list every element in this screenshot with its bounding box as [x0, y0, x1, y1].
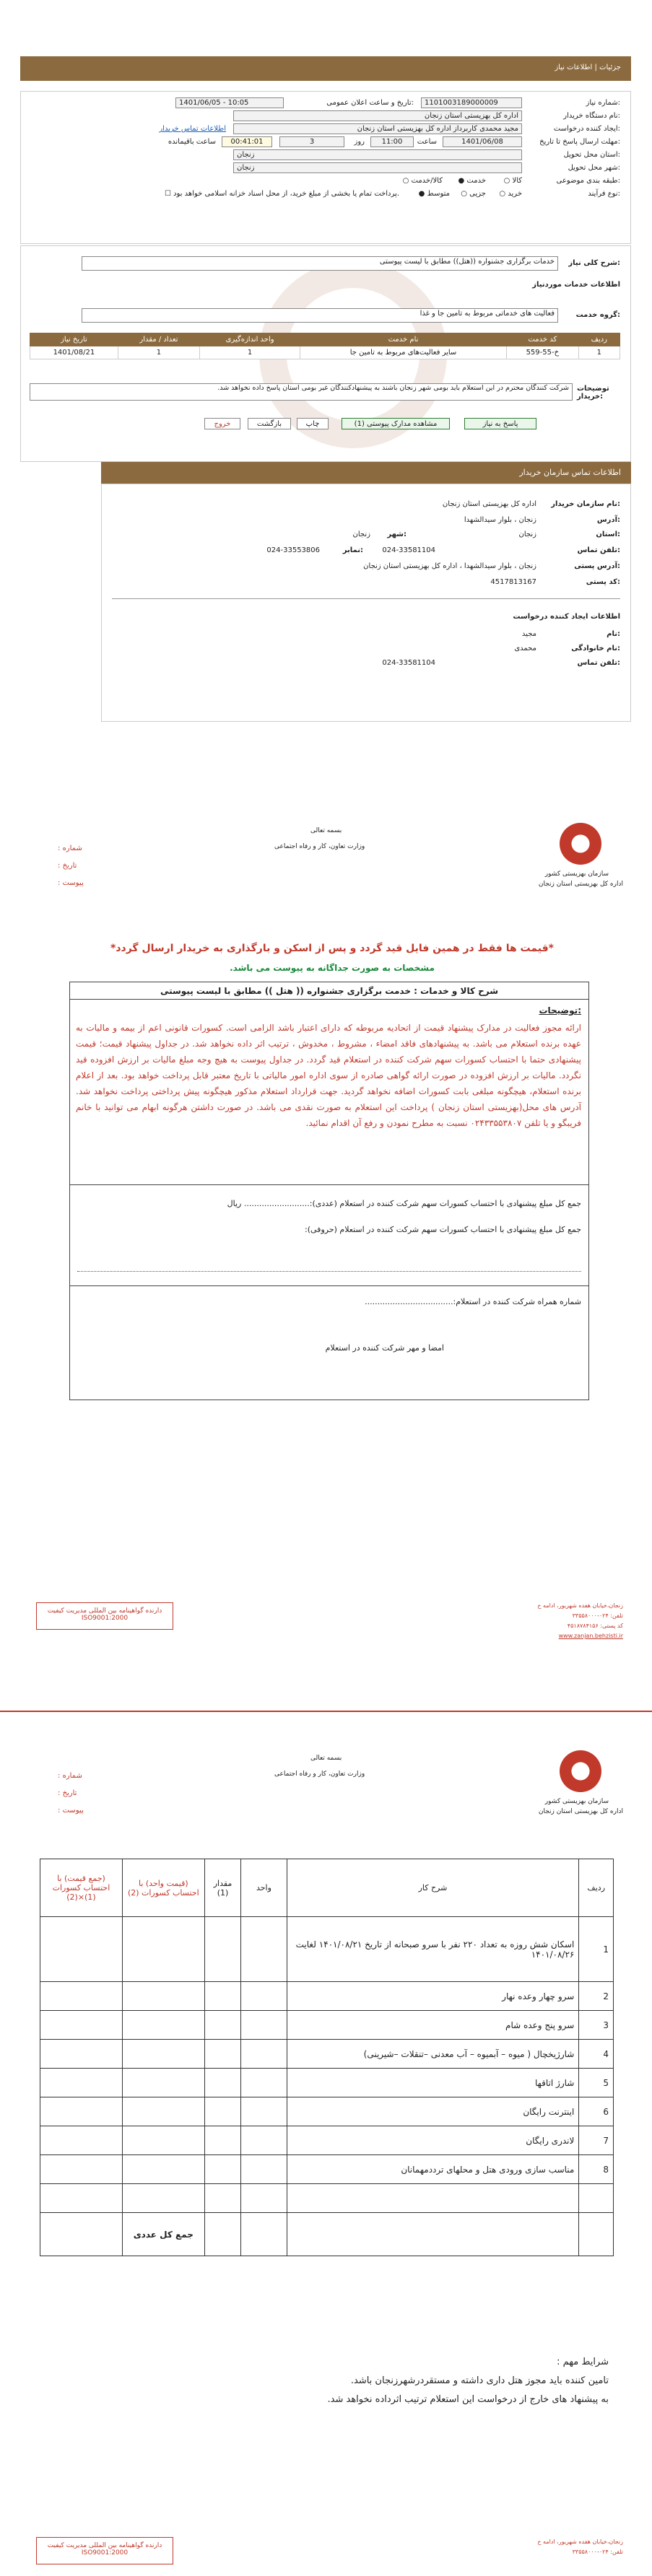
service-group-field: فعالیت های خدماتی مربوط به تامین جا و غذا: [82, 308, 558, 323]
buy-type-option-motavaset[interactable]: ● متوسط: [418, 190, 450, 198]
col-code: کد خدمت: [507, 333, 579, 346]
sum-numeric: جمع کل مبلغ پیشنهادی با احتساب کسورات سهم شرکت کننده در استعلام (عددی):.......................... ریال: [227, 1199, 581, 1208]
contact-buyer-label: نام سازمان خریدار:: [551, 500, 620, 508]
payment-checkbox[interactable]: ☐ پرداخت تمام یا بخشی از مبلغ خرید، از محل اسناد خزانه اسلامی خواهد بود.: [164, 190, 399, 198]
days-label: روز: [354, 138, 365, 146]
creator-phone-value: 024-33581104: [382, 659, 435, 667]
ref-date: : تاریخ: [58, 1789, 77, 1797]
price-form-box: [69, 982, 589, 1400]
buyer-notes-field: شرکت کنندگان محترم در این استعلام باید بومی شهر زنجان باشند به پیشنهادکنندگان غیر بومی استان پاسخ داده نخواهد شد.: [30, 383, 573, 401]
deadline-hour-field: 11:00: [370, 136, 414, 147]
footer-address-line: کد پستی: ۴۵۱۸۷۸۴۱۵۶: [567, 1623, 623, 1629]
ref-number: : شماره: [58, 1772, 82, 1780]
attachments-button[interactable]: مشاهده مدارک پیوستی (1): [342, 418, 450, 429]
notes-body: ارائه مجوز فعالیت در مدارک پیشنهاد قیمت از اتحادیه مربوطه که دارای اعتبار باشد الزامی است. کسورات قانونی اعم از بیمه و مالیات به عهده برنده استعلام می باشد. به پیشنهادهای فاقد امضاء ، مشروط ، مخدوش ، ترتیب اثر داده نخواهد شد. در جداول پیشنهاد قیمت؛ قیمت پیشنهادی حتما با احتساب کسورات سهم شرکت کننده در استعلام قید گردد. در جداول پیوست به هیچ وجه مبلغ مالیات بر ارزش افزوده قید نگردد. مالیات بر ارزش افزوده در صورت ارائه گواهی صادره از سوی اداره امور مالیاتی با تاریخ معتبر قابل پرداخت خواهد بود. بعد از اعلام برنده استعلام، هیچگونه مبلغی بابت کسورات اضافه نخواهد گردید. جهت قرارداد استعلام مذکور هیچگونه پیش پرداختی پرداخت نخواهد شد. آدرس های محل(بهزیستی استان زنجان ) پرداخت این استعلام به صورت نقدی می باشد. در صورت داشتن هرگونه ابهام می توانید با خانم فریبگو و یا تلفن ۰۲۴۳۳۵۵۳۸۰۷ نسبت به مطرح نمودن و رفع آن اقدام نمائید.: [76, 1023, 581, 1128]
summary-label: شرح کلی نیاز:: [568, 259, 620, 267]
footer-address: [457, 1601, 623, 1641]
col-unit-price: (قیمت واحد) با احتساب کسورات (2): [122, 1859, 204, 1917]
creator-label: ایجاد کننده درخواست:: [553, 125, 620, 133]
iso-stamp-line2: ISO9001:2000: [81, 2549, 129, 2557]
footer-address-line: زنجان،خیابان هفده شهریور، ادامه خ: [537, 1602, 623, 1609]
total-row: [40, 2213, 614, 2256]
red-title: *قیمت ها فقط در همین فایل قید گردد و پس از اسکن و بارگذاری به خریدار ارسال گردد*: [110, 943, 554, 954]
contact-city-value: زنجان: [352, 531, 370, 538]
iso-stamp-line1: دارنده گواهینامه بین المللی مدیریت کیفیت: [47, 2542, 162, 2549]
green-sub: مشخصات به صورت جداگانه به پیوست می باشد.: [230, 963, 435, 973]
service-group-label: گروه خدمت:: [575, 311, 620, 319]
col-row: ردیف: [578, 333, 620, 346]
col-description: شرح کار: [287, 1859, 579, 1917]
dotted-line: [77, 1271, 581, 1272]
price-table: [40, 1859, 614, 2256]
iso-stamp: [36, 1602, 173, 1630]
table-row: 1 اسکان شش روزه به تعداد ۲۲۰ نفر با سرو صبحانه از تاریخ ۱۴۰۱/۰۸/۲۱ لغایت ۱۴۰۱/۰۸/۲۶: [40, 1917, 614, 1982]
creator-family-value: محمدی: [514, 645, 536, 652]
account-number: شماره همراه شرکت کننده در استعلام:...................................: [365, 1297, 581, 1306]
creator-header: اطلاعات ایجاد کننده درخواست: [513, 613, 620, 621]
page-separator: [0, 1711, 652, 1712]
sum-words: جمع کل مبلغ پیشنهادی با احتساب کسورات سهم شرکت کننده در استعلام (حروفی):: [305, 1225, 581, 1234]
contact-address-value: زنجان ، بلوار سیدالشهدا: [464, 516, 536, 524]
category-option-khedmat[interactable]: ● خدمت: [458, 177, 486, 185]
condition-1: تامین کننده باید مجوز هتل داری داشته و مستقردرشهرزنجان باشد.: [350, 2375, 609, 2386]
col-total-price: (جمع قیمت) با احتساب کسورات (1)×(2): [40, 1859, 123, 1917]
table-row: 5 شارژ اتاقها: [40, 2069, 614, 2097]
footer-address-line: تلفن: ۰۲۴-۳۳۵۵۸۰۰۰: [572, 2549, 623, 2555]
conditions-title: شرایط مهم :: [557, 2357, 609, 2367]
creator-name-value: مجید: [521, 630, 536, 638]
contact-postal-addr-value: زنجان ، بلوار سیدالشهدا ، اداره کل بهزیستی استان زنجان: [363, 562, 536, 570]
announce-field: 1401/06/05 - 10:05: [175, 97, 284, 108]
contact-phone-value: 024-33581104: [382, 546, 435, 554]
iso-stamp-line2: ISO9001:2000: [81, 1615, 129, 1622]
buyer-label: نام دستگاه خریدار:: [563, 112, 620, 120]
ref-date: : تاریخ: [58, 862, 77, 870]
table-row: 3 سرو پنج وعده شام: [40, 2011, 614, 2040]
footer-website[interactable]: www.zanjan.behzisti.ir: [558, 1633, 623, 1639]
services-header: اطلاعات خدمات موردنیاز: [532, 281, 620, 289]
creator-phone-label: تلفن تماس:: [577, 659, 620, 667]
org-name: سازمان بهزیستی کشور: [544, 870, 609, 878]
table-row: 6 اینترنت رایگان: [40, 2097, 614, 2126]
reply-button[interactable]: پاسخ به نیاز: [464, 418, 536, 429]
contact-postal-code-label: کد پستی:: [586, 578, 620, 586]
org-sub: اداره کل بهزیستی استان زنجان: [538, 1808, 623, 1815]
category-option-kala[interactable]: ○ کالا: [503, 177, 522, 185]
table-row: 8 مناسب سازی ورودی هتل و محلهای ترددمهمانان: [40, 2155, 614, 2184]
need-summary-section: [20, 245, 631, 462]
ref-attach: : پیوست: [58, 1807, 84, 1815]
table-row: 7 لاندری رایگان: [40, 2126, 614, 2155]
need-info-panel: [20, 91, 631, 244]
contact-phone-label: تلفن تماس:: [577, 546, 620, 554]
contact-address-label: آدرس:: [596, 516, 620, 524]
contact-postal-code-value: 4517813167: [490, 578, 536, 586]
remaining-field: 00:41:01: [222, 136, 272, 147]
footer-address-line: زنجان،خیابان هفده شهریور، ادامه خ: [537, 2538, 623, 2545]
deadline-date-field: 1401/06/08: [443, 136, 522, 147]
letter-page-1: [0, 801, 652, 1718]
table-row: 1 خ-55-559 سایر فعالیت‌های مربوط به تامین جا 1 1 1401/08/21: [30, 346, 620, 359]
contact-city-label: شهر:: [387, 531, 407, 538]
announce-label: تاریخ و ساعت اعلان عمومی:: [326, 99, 414, 107]
breadcrumb: جزئیات | اطلاعات نیاز: [555, 64, 621, 71]
summary-field: خدمات برگزاری جشنواره ((هتل)) مطابق با لیست پیوستی: [82, 256, 558, 271]
exit-button[interactable]: خروج: [204, 418, 240, 429]
divider: [112, 598, 620, 599]
col-unit: واحد اندازه‌گیری: [200, 333, 300, 346]
contact-province-label: استان:: [596, 531, 620, 538]
contact-fax-label: نمابر:: [342, 546, 363, 554]
ministry: وزارت تعاون، کار و رفاه اجتماعی: [274, 1771, 365, 1778]
province-label: استان محل تحویل:: [563, 151, 620, 159]
footer-address-line: تلفن: ۰۲۴-۳۳۵۵۸۰۰۰: [572, 1612, 623, 1619]
province-field: زنجان: [233, 149, 522, 160]
contact-fax-value: 024-33553806: [266, 546, 320, 554]
category-label: طبقه بندی موضوعی:: [556, 177, 620, 185]
buy-type-option-kharid[interactable]: ○ خرید: [499, 190, 522, 198]
services-table: [30, 333, 620, 359]
col-radif: ردیف: [579, 1859, 614, 1917]
remaining-label: ساعت باقیمانده: [168, 138, 216, 146]
divider: [70, 1184, 588, 1185]
creator-field: مجید محمدی کاربرداز اداره کل بهزیستی استان زنجان: [233, 123, 522, 134]
table-row: [40, 2184, 614, 2213]
contact-postal-addr-label: آدرس پستی:: [574, 562, 620, 570]
behzisti-logo: [560, 823, 601, 865]
iso-stamp: [36, 2537, 173, 2564]
behzisti-logo: [560, 1750, 601, 1792]
days-field: 3: [279, 136, 344, 147]
contact-body: [101, 484, 631, 722]
contact-buyer-value: اداره کل بهزیستی استان زنجان: [442, 500, 536, 508]
back-button[interactable]: بازگشت: [248, 418, 291, 429]
col-date: تاریخ نیاز: [30, 333, 118, 346]
signature-label: امضا و مهر شرکت کننده در استعلام: [325, 1343, 444, 1353]
col-amount: مقدار (1): [204, 1859, 241, 1917]
print-button[interactable]: چاپ: [297, 418, 329, 429]
creator-family-label: نام خانوادگی:: [571, 645, 620, 652]
condition-2: به پیشنهاد های خارج از درخواست این استعلام ترتیب اثرداده نخواهد شد.: [327, 2394, 609, 2405]
ministry: وزارت تعاون، کار و رفاه اجتماعی: [274, 843, 365, 850]
contact-province-value: زنجان: [518, 531, 536, 538]
total-label: جمع کل عددی: [122, 2213, 204, 2256]
org-name: سازمان بهزیستی کشور: [544, 1798, 609, 1805]
col-unit: واحد: [241, 1859, 287, 1917]
top-bar: [20, 56, 631, 81]
notes-heading: توضیحات:: [539, 1005, 581, 1016]
table-row: 2 سرو چهار وعده نهار: [40, 1982, 614, 2011]
org-sub: اداره کل بهزیستی استان زنجان: [538, 881, 623, 888]
buyer-field: اداره کل بهزیستی استان زنجان: [233, 110, 522, 121]
contact-header: اطلاعات تماس سازمان خریدار: [101, 462, 631, 484]
creator-name-label: نام:: [607, 630, 620, 638]
buy-type-label: نوع فرآیند:: [588, 190, 620, 198]
city-field: زنجان: [233, 162, 522, 173]
city-label: شهر محل تحویل:: [568, 164, 620, 172]
category-option-both[interactable]: ○ کالا/خدمت: [402, 177, 443, 185]
ref-number: : شماره: [58, 844, 82, 852]
need-number-label: شماره نیاز:: [586, 99, 620, 107]
box-title: شرح کالا و خدمات : خدمت برگزاری جشنواره (( هتل )) مطابق با لیست پیوستی: [70, 982, 588, 1000]
buyer-contact-link[interactable]: اطلاعات تماس خریدار: [159, 125, 226, 133]
letter-page-2: [0, 1729, 652, 2576]
col-name: نام خدمت: [300, 333, 507, 346]
buyer-notes-label: توضیحات خریدار:: [577, 385, 609, 401]
table-row: 4 شارژیخچال ( میوه – آبمیوه – آب معدنی –تنقلات –شیرینی): [40, 2040, 614, 2069]
bismillah: بسمه تعالی: [310, 827, 342, 834]
total-value[interactable]: [40, 2213, 123, 2256]
need-number-field: 1101003189000009: [421, 97, 522, 108]
deadline-label: مهلت ارسال پاسخ تا تاریخ:: [539, 138, 620, 146]
iso-stamp-line1: دارنده گواهینامه بین المللی مدیریت کیفیت: [47, 1607, 162, 1615]
bismillah: بسمه تعالی: [310, 1755, 342, 1762]
col-qty: تعداد / مقدار: [118, 333, 199, 346]
divider: [70, 1285, 588, 1286]
ref-attach: : پیوست: [58, 879, 84, 887]
hour-label: ساعت: [417, 138, 437, 146]
footer-address: [457, 2537, 623, 2557]
buy-type-option-jozii[interactable]: ○ جزیی: [461, 190, 486, 198]
